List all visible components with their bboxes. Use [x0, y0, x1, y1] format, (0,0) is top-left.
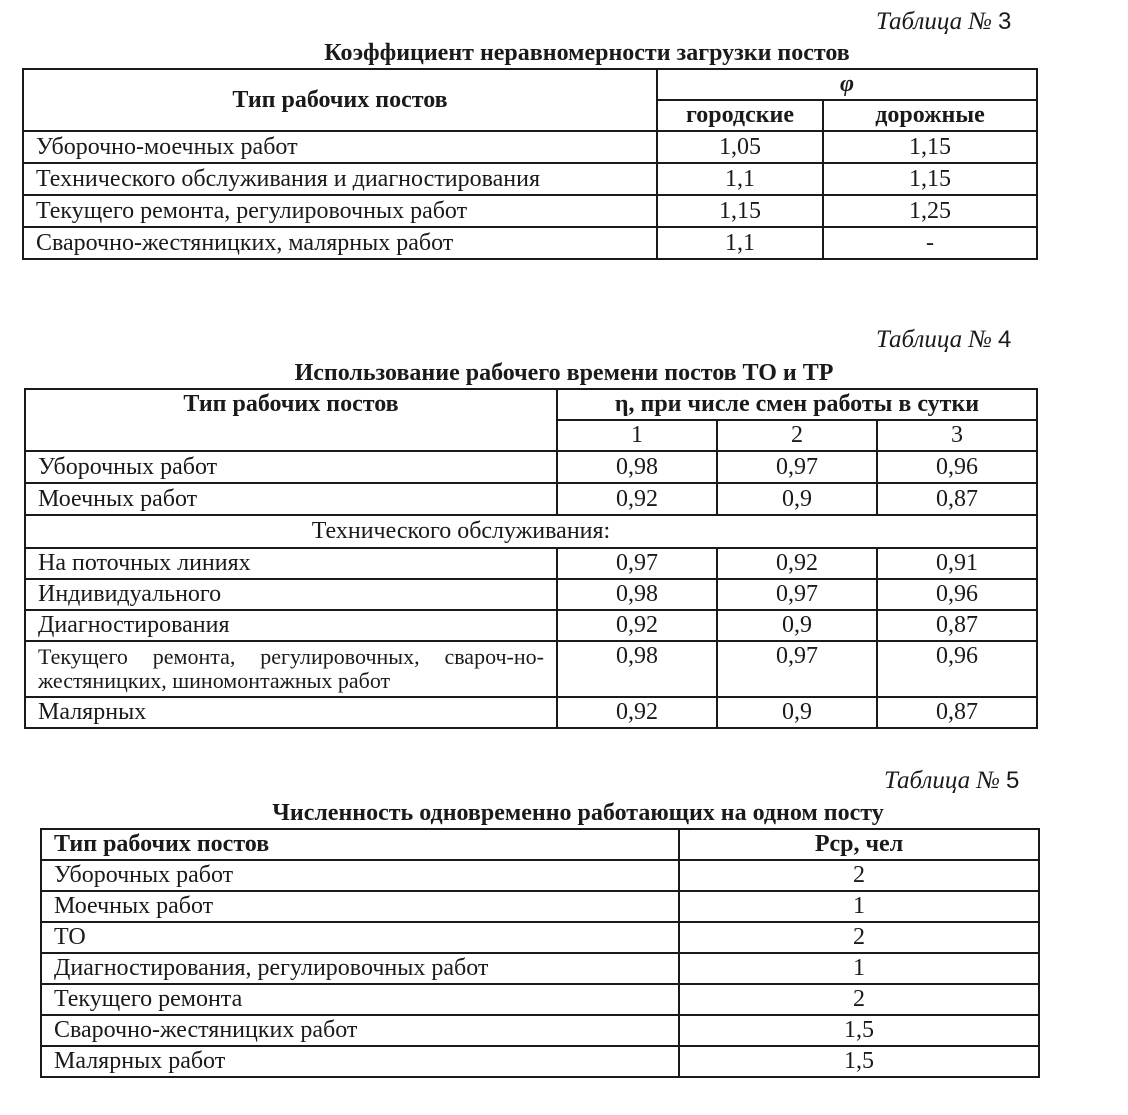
table-row	[41, 860, 1039, 891]
table-row	[41, 984, 1039, 1015]
row-name: Сварочно-жестяницких работ	[41, 1015, 679, 1046]
value-p: 2	[679, 922, 1039, 953]
table-row	[25, 697, 1037, 728]
header-type: Тип рабочих постов	[25, 389, 557, 451]
header-road: дорожные	[823, 100, 1037, 131]
value-shift-2: 0,92	[717, 548, 877, 579]
table-label-text: Таблица №	[876, 326, 992, 353]
table-section-row	[25, 515, 1037, 548]
value-shift-2: 0,97	[717, 451, 877, 483]
value-shift-1: 0,98	[557, 451, 717, 483]
table-4	[24, 388, 1038, 729]
value-shift-2: 0,97	[717, 579, 877, 610]
table-5-title: Численность одновременно работающих на одном посту	[272, 800, 884, 826]
value-p: 1,5	[679, 1015, 1039, 1046]
row-name: Уборочных работ	[25, 451, 557, 483]
table-row	[25, 483, 1037, 515]
header-eta: η, при числе смен работы в сутки	[557, 389, 1037, 420]
table-row	[41, 922, 1039, 953]
header-shift-2: 2	[717, 420, 877, 451]
value-shift-3: 0,87	[877, 697, 1037, 728]
table-row	[25, 610, 1037, 641]
row-name: Технического обслуживания и диагностирования	[23, 163, 657, 195]
value-p: 2	[679, 984, 1039, 1015]
header-phi: φ	[657, 69, 1037, 100]
table-row	[41, 891, 1039, 922]
value-shift-3: 0,96	[877, 579, 1037, 610]
table-row	[25, 641, 1037, 697]
table-number: 4	[997, 326, 1012, 353]
table-row	[23, 163, 1037, 195]
table-3	[22, 68, 1038, 260]
row-name: Малярных	[25, 697, 557, 728]
table-label-text: Таблица №	[884, 767, 1000, 794]
value-p: 1	[679, 953, 1039, 984]
row-name: Диагностирования	[25, 610, 557, 641]
value-shift-3: 0,87	[877, 483, 1037, 515]
header-shift-3: 3	[877, 420, 1037, 451]
row-name: Текущего ремонта, регулировочных, свароч-но-жестяницких, шиномонтажных работ	[25, 641, 557, 697]
table-row	[25, 451, 1037, 483]
table-3-title: Коэффициент неравномерности загрузки постов	[324, 40, 850, 66]
header-type: Тип рабочих постов	[41, 829, 679, 860]
table-row	[41, 953, 1039, 984]
value-p: 2	[679, 860, 1039, 891]
header-type: Тип рабочих постов	[23, 69, 657, 131]
row-name: На поточных линиях	[25, 548, 557, 579]
value-shift-1: 0,92	[557, 610, 717, 641]
value-shift-2: 0,9	[717, 697, 877, 728]
table-row	[25, 548, 1037, 579]
row-name: Текущего ремонта	[41, 984, 679, 1015]
row-name: Моечных работ	[25, 483, 557, 515]
section-heading: Технического обслуживания:	[25, 515, 1037, 548]
value-shift-1: 0,98	[557, 579, 717, 610]
value-shift-3: 0,96	[877, 641, 1037, 697]
value-p: 1	[679, 891, 1039, 922]
table-5-label	[884, 767, 1019, 795]
header-p	[679, 829, 1039, 860]
value-p: 1,5	[679, 1046, 1039, 1077]
header-p-text: Рср, чел	[814, 831, 904, 857]
row-name: Уборочных работ	[41, 860, 679, 891]
value-shift-1: 0,92	[557, 483, 717, 515]
value-shift-2: 0,9	[717, 483, 877, 515]
header-shift-1: 1	[557, 420, 717, 451]
table-row	[25, 579, 1037, 610]
table-row	[41, 1015, 1039, 1046]
table-number: 3	[997, 8, 1012, 35]
table-3-label	[876, 8, 1011, 36]
table-row	[23, 131, 1037, 163]
value-shift-3: 0,87	[877, 610, 1037, 641]
value-road: 1,15	[823, 131, 1037, 163]
table-5	[40, 828, 1040, 1078]
row-name: ТО	[41, 922, 679, 953]
value-city: 1,1	[657, 227, 823, 259]
row-name: Диагностирования, регулировочных работ	[41, 953, 679, 984]
value-shift-2: 0,97	[717, 641, 877, 697]
value-shift-3: 0,96	[877, 451, 1037, 483]
row-name: Индивидуального	[25, 579, 557, 610]
value-road: 1,25	[823, 195, 1037, 227]
value-shift-1: 0,98	[557, 641, 717, 697]
table-row	[23, 195, 1037, 227]
value-shift-2: 0,9	[717, 610, 877, 641]
row-name: Уборочно-моечных работ	[23, 131, 657, 163]
table-row	[41, 1046, 1039, 1077]
row-name: Сварочно-жестяницких, малярных работ	[23, 227, 657, 259]
row-name: Текущего ремонта, регулировочных работ	[23, 195, 657, 227]
value-city: 1,05	[657, 131, 823, 163]
table-4-label	[876, 326, 1011, 354]
value-city: 1,15	[657, 195, 823, 227]
value-city: 1,1	[657, 163, 823, 195]
row-name: Моечных работ	[41, 891, 679, 922]
table-4-title: Использование рабочего времени постов ТО и ТР	[294, 360, 834, 386]
value-road: 1,15	[823, 163, 1037, 195]
header-city: городские	[657, 100, 823, 131]
value-shift-1: 0,97	[557, 548, 717, 579]
value-road: -	[823, 227, 1037, 259]
table-row	[23, 227, 1037, 259]
table-label-text: Таблица №	[876, 8, 992, 35]
value-shift-1: 0,92	[557, 697, 717, 728]
value-shift-3: 0,91	[877, 548, 1037, 579]
table-number: 5	[1005, 767, 1020, 794]
row-name: Малярных работ	[41, 1046, 679, 1077]
